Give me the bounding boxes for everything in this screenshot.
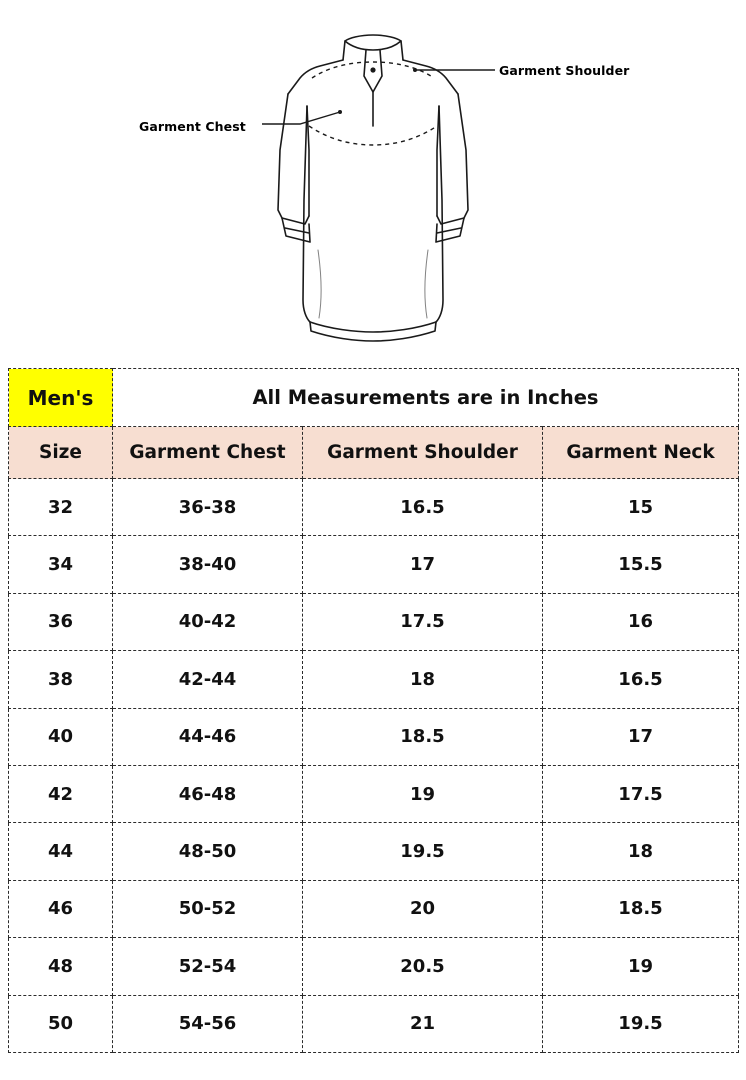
table-row — [9, 995, 739, 1052]
cell-size: 48 — [9, 938, 113, 995]
cell-shoulder: 17 — [303, 536, 543, 593]
column-header-garment-neck: Garment Neck — [543, 427, 739, 479]
cell-neck: 18.5 — [543, 880, 739, 937]
callout-leader-lines — [262, 70, 495, 124]
cell-size: 44 — [9, 823, 113, 880]
table-header-row — [9, 427, 739, 479]
cell-chest: 38-40 — [113, 536, 303, 593]
table-row — [9, 765, 739, 822]
garment-illustration — [0, 0, 746, 352]
cell-shoulder: 16.5 — [303, 479, 543, 536]
cell-shoulder: 20 — [303, 880, 543, 937]
table-row — [9, 593, 739, 650]
cell-chest: 54-56 — [113, 995, 303, 1052]
cell-chest: 48-50 — [113, 823, 303, 880]
cell-chest: 50-52 — [113, 880, 303, 937]
cell-size: 46 — [9, 880, 113, 937]
cell-chest: 40-42 — [113, 593, 303, 650]
cell-size: 32 — [9, 479, 113, 536]
cell-chest: 36-38 — [113, 479, 303, 536]
cell-size: 36 — [9, 593, 113, 650]
cell-shoulder: 18.5 — [303, 708, 543, 765]
cell-neck: 17 — [543, 708, 739, 765]
cell-size: 50 — [9, 995, 113, 1052]
column-header-garment-shoulder: Garment Shoulder — [303, 427, 543, 479]
cell-size: 42 — [9, 765, 113, 822]
table-row — [9, 651, 739, 708]
cell-neck: 17.5 — [543, 765, 739, 822]
table-row — [9, 708, 739, 765]
cell-size: 40 — [9, 708, 113, 765]
cell-shoulder: 20.5 — [303, 938, 543, 995]
size-chart-table — [8, 368, 739, 1053]
measurement-unit-title: All Measurements are in Inches — [113, 369, 739, 427]
cell-neck: 16.5 — [543, 651, 739, 708]
category-cell: Men's — [9, 369, 113, 427]
table-title-row — [9, 369, 739, 427]
cell-neck: 19.5 — [543, 995, 739, 1052]
cell-neck: 18 — [543, 823, 739, 880]
callout-label-garment-shoulder: Garment Shoulder — [499, 63, 630, 78]
cell-chest: 52-54 — [113, 938, 303, 995]
cell-neck: 15 — [543, 479, 739, 536]
cell-neck: 19 — [543, 938, 739, 995]
kurta-line-drawing — [0, 0, 746, 352]
cell-chest: 46-48 — [113, 765, 303, 822]
column-header-size: Size — [9, 427, 113, 479]
table-row — [9, 536, 739, 593]
table-row — [9, 880, 739, 937]
callout-label-garment-chest: Garment Chest — [139, 119, 246, 134]
cell-chest: 44-46 — [113, 708, 303, 765]
cell-shoulder: 18 — [303, 651, 543, 708]
cell-shoulder: 19.5 — [303, 823, 543, 880]
cell-size: 38 — [9, 651, 113, 708]
cell-neck: 16 — [543, 593, 739, 650]
table-row — [9, 479, 739, 536]
cell-neck: 15.5 — [543, 536, 739, 593]
cell-shoulder: 17.5 — [303, 593, 543, 650]
size-chart-container — [8, 368, 738, 1053]
column-header-garment-chest: Garment Chest — [113, 427, 303, 479]
cell-chest: 42-44 — [113, 651, 303, 708]
cell-size: 34 — [9, 536, 113, 593]
table-row — [9, 823, 739, 880]
cell-shoulder: 19 — [303, 765, 543, 822]
cell-shoulder: 21 — [303, 995, 543, 1052]
table-row — [9, 938, 739, 995]
